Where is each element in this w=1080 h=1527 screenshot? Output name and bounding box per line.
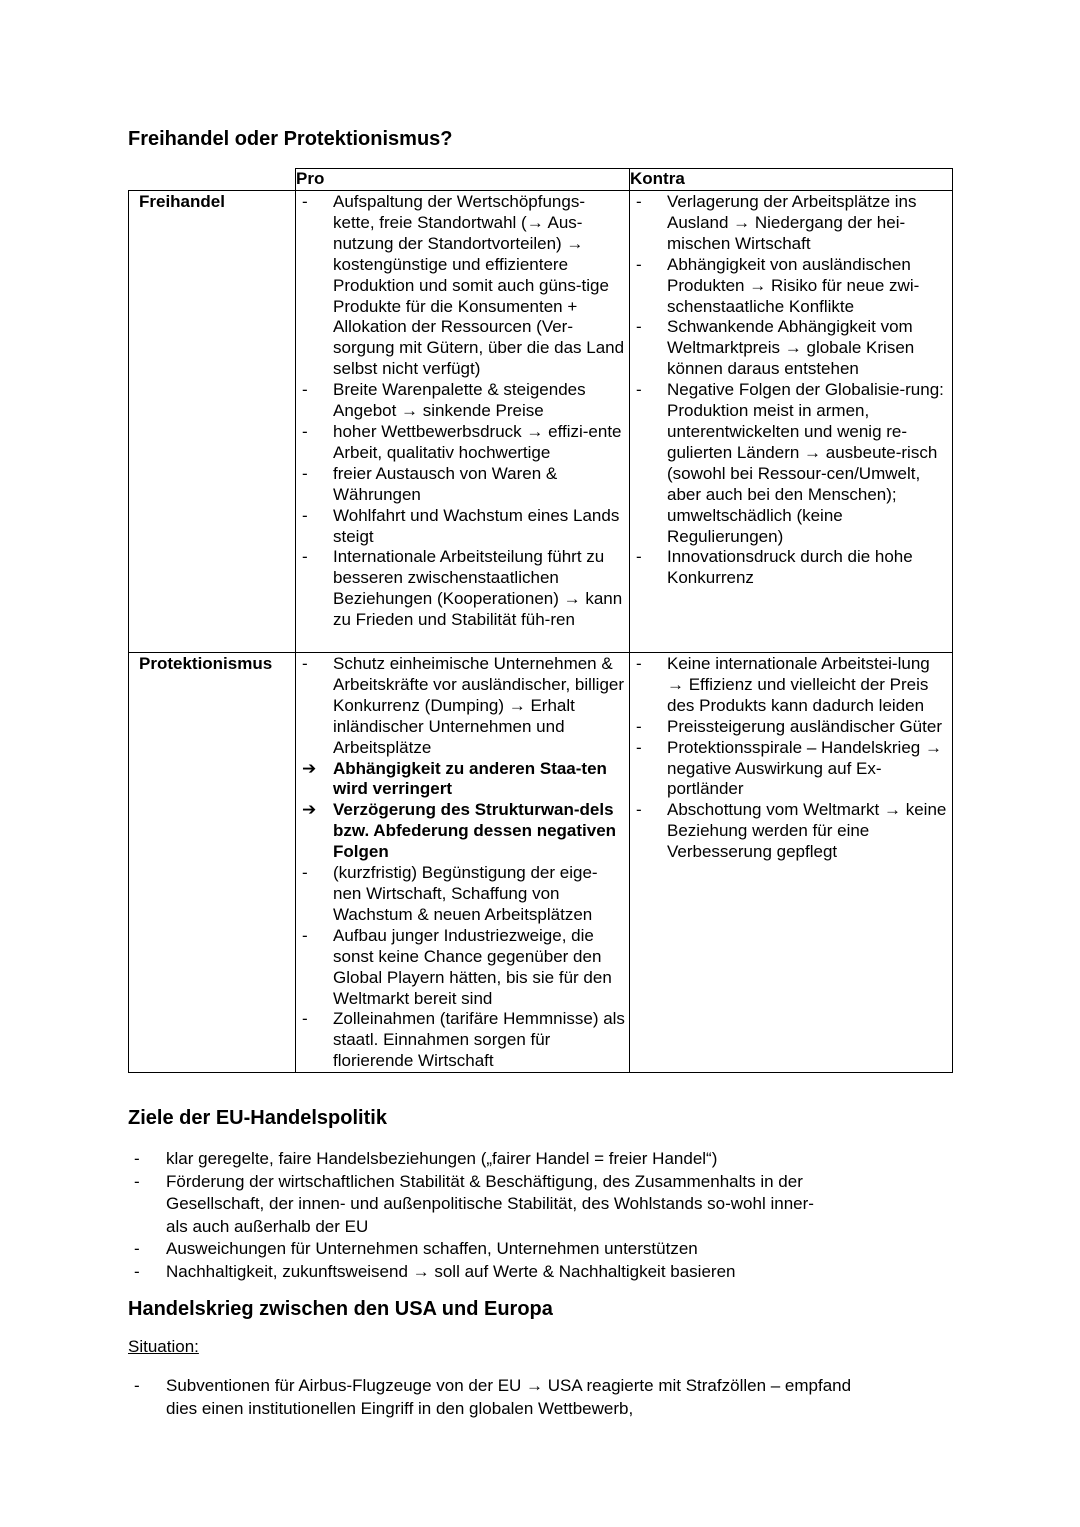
section-title-freihandel: Freihandel oder Protektionismus? xyxy=(128,128,453,150)
dash-bullet: - xyxy=(636,547,642,567)
arrow-bullet-icon: ➔ xyxy=(302,758,317,778)
list-item-text: Verlagerung der Arbeitsplätze ins Ausland → Niedergang der hei-mischen Wirtschaft xyxy=(667,192,917,253)
list-item-text: Wohlfahrt und Wachstum eines Lands steigt xyxy=(333,505,620,546)
list-item xyxy=(128,1261,816,1284)
situation-label: Situation: xyxy=(128,1337,199,1356)
list-item-text: Aufspaltung der Wertschöpfungs-kette, freie Standortwahl (→ Aus-nutzung der Standortvorteilen) → kostengünstige und effizientere Produktion und somit auch güns-tige Produkte für die Konsumenten + Allokation der Ressourcen (Ver-sorgung mit Gütern, über die das Land selbst nicht verfügt) xyxy=(333,192,625,379)
list-item xyxy=(128,1148,816,1171)
table-row-freihandel xyxy=(129,191,953,653)
dash-bullet: - xyxy=(636,380,642,400)
list-item-text: Innovationsdruck durch die hohe Konkurrenz xyxy=(667,547,913,588)
dash-bullet: - xyxy=(636,737,642,757)
cell-freihandel-kontra xyxy=(630,191,953,653)
list-item-text: Nachhaltigkeit, zukunftsweisend → soll auf Werte & Nachhaltigkeit basieren xyxy=(166,1261,736,1281)
list-item xyxy=(296,1009,629,1072)
dash-bullet: - xyxy=(636,654,642,673)
list-item-text: Subventionen für Airbus-Flugzeuge von der EU → USA reagierte mit Strafzöllen – empfand dies einen institutionellen Eingriff in den globalen Wettbewerb, xyxy=(166,1376,852,1418)
dash-bullet: - xyxy=(302,547,308,567)
dash-bullet: - xyxy=(134,1261,140,1281)
list-item xyxy=(630,317,952,380)
dash-bullet: - xyxy=(636,800,642,820)
list-item xyxy=(296,654,629,759)
list-item xyxy=(296,422,629,464)
table-header-row xyxy=(129,169,953,191)
list-item-text: Keine internationale Arbeitstei-lung → Effizienz und vielleicht der Preis des Produkts kann dadurch leiden xyxy=(667,654,930,715)
situation-list xyxy=(128,1375,866,1420)
list-item xyxy=(296,759,629,801)
list-item-text: Protektionsspirale – Handelskrieg → negative Auswirkung auf Ex-portländer xyxy=(667,737,942,799)
dash-bullet: - xyxy=(636,716,642,736)
dash-bullet: - xyxy=(302,505,308,525)
list-item-text: Förderung der wirtschaftlichen Stabilität & Beschäftigung, des Zusammenhalts in der Gesellschaft, der innen- und außenpolitische Stabilität, des Wohlstands so-wohl inner- als auch außerhalb der EU xyxy=(166,1171,814,1236)
list-item xyxy=(630,654,952,717)
cell-protektionismus-pro xyxy=(296,653,630,1073)
table-row-protektionismus xyxy=(129,653,953,1073)
list-item-text: Schwankende Abhängigkeit vom Weltmarktpreis → globale Krisen können daraus entstehen xyxy=(667,317,915,379)
list-item xyxy=(296,464,629,506)
list-item-text: Abschottung vom Weltmarkt → keine Beziehung werden für eine Verbesserung gepflegt xyxy=(667,800,947,862)
dash-bullet: - xyxy=(302,1009,308,1029)
header-pro: Pro xyxy=(296,169,630,191)
dash-bullet: - xyxy=(636,317,642,337)
dash-bullet: - xyxy=(302,421,308,441)
list-item xyxy=(128,1238,816,1261)
cell-protektionismus-kontra xyxy=(630,653,953,1073)
header-empty-cell xyxy=(129,169,296,191)
list-item-text: hoher Wettbewerbsdruck → effizi-ente Arbeit, qualitativ hochwertige xyxy=(333,421,622,462)
list-item xyxy=(630,255,952,318)
list-item-text: Ausweichungen für Unternehmen schaffen, Unternehmen unterstützen xyxy=(166,1239,698,1258)
list-item xyxy=(296,926,629,1010)
list-item xyxy=(630,738,952,801)
list-item-text: Verzögerung des Strukturwan-dels bzw. Abfederung dessen negativen Folgen xyxy=(333,800,617,862)
row-label-freihandel: Freihandel xyxy=(129,191,296,653)
row-label-protektionismus: Protektionismus xyxy=(129,653,296,1073)
arrow-bullet-icon: ➔ xyxy=(302,800,317,820)
dash-bullet: - xyxy=(302,380,308,400)
dash-bullet: - xyxy=(636,254,642,274)
header-kontra: Kontra xyxy=(630,169,953,191)
dash-bullet: - xyxy=(134,1149,140,1168)
list-item xyxy=(630,380,952,547)
comparison-table xyxy=(128,168,953,1073)
list-item-text: (kurzfristig) Begünstigung der eige-nen Wirtschaft, Schaffung von Wachstum & neuen Arbeitsplätzen xyxy=(333,863,598,924)
dash-bullet: - xyxy=(134,1376,140,1395)
list-item xyxy=(630,192,952,255)
list-item xyxy=(296,380,629,422)
list-item-text: Abhängigkeit zu anderen Staa-ten wird verringert xyxy=(333,758,607,799)
list-item-text: Breite Warenpalette & steigendes Angebot → sinkende Preise xyxy=(333,380,586,421)
dash-bullet: - xyxy=(134,1171,140,1191)
list-item xyxy=(128,1375,866,1420)
dash-bullet: - xyxy=(302,192,308,211)
list-item xyxy=(630,547,952,589)
list-item xyxy=(296,800,629,863)
dash-bullet: - xyxy=(302,654,308,673)
list-item-text: Internationale Arbeitsteilung führt zu besseren zwischenstaatlichen Beziehungen (Kooperationen) → kann zu Frieden und Stabilität füh-ren xyxy=(333,547,623,630)
section-title-eu-handelspolitik: Ziele der EU-Handelspolitik xyxy=(128,1107,387,1129)
list-item-text: Abhängigkeit von ausländischen Produkten → Risiko für neue zwi-schenstaatliche Konflikte xyxy=(667,254,920,316)
list-item-text: Schutz einheimische Unternehmen & Arbeitskräfte vor ausländischer, billiger Konkurrenz (Dumping) → Erhalt inländischer Unternehmen und Arbeitsplätze xyxy=(333,654,625,757)
eu-goals-list xyxy=(128,1148,816,1283)
list-item-text: Negative Folgen der Globalisie-rung: Produktion meist in armen, unterentwickelten und wenig re-gulierten Ländern → ausbeute-risch (sowohl bei Ressour-cen/Umwelt, aber auch bei den Menschen); umweltschädlich (keine Regulierungen) xyxy=(667,380,944,546)
list-item xyxy=(296,547,629,631)
list-item-text: Aufbau junger Industriezweige, die sonst keine Chance gegenüber den Global Playern hätten, bis sie für den Weltmarkt bereit sind xyxy=(333,925,612,1008)
list-item xyxy=(128,1171,816,1239)
list-item xyxy=(630,717,952,738)
list-item-text: Preissteigerung ausländischer Güter xyxy=(667,716,942,736)
list-item-text: freier Austausch von Waren & Währungen xyxy=(333,463,558,504)
list-item-text: klar geregelte, faire Handelsbeziehungen („fairer Handel = freier Handel“) xyxy=(166,1149,718,1168)
list-item xyxy=(296,506,629,548)
list-item xyxy=(296,863,629,926)
dash-bullet: - xyxy=(302,463,308,483)
list-item xyxy=(296,192,629,380)
dash-bullet: - xyxy=(302,925,308,945)
dash-bullet: - xyxy=(302,863,308,883)
dash-bullet: - xyxy=(134,1239,140,1258)
cell-freihandel-pro xyxy=(296,191,630,653)
dash-bullet: - xyxy=(636,192,642,211)
section-title-handelskrieg: Handelskrieg zwischen den USA und Europa xyxy=(128,1298,553,1320)
list-item xyxy=(630,800,952,863)
list-item-text: Zolleinahmen (tarifäre Hemmnisse) als staatl. Einnahmen sorgen für florierende Wirtschaft xyxy=(333,1009,625,1071)
